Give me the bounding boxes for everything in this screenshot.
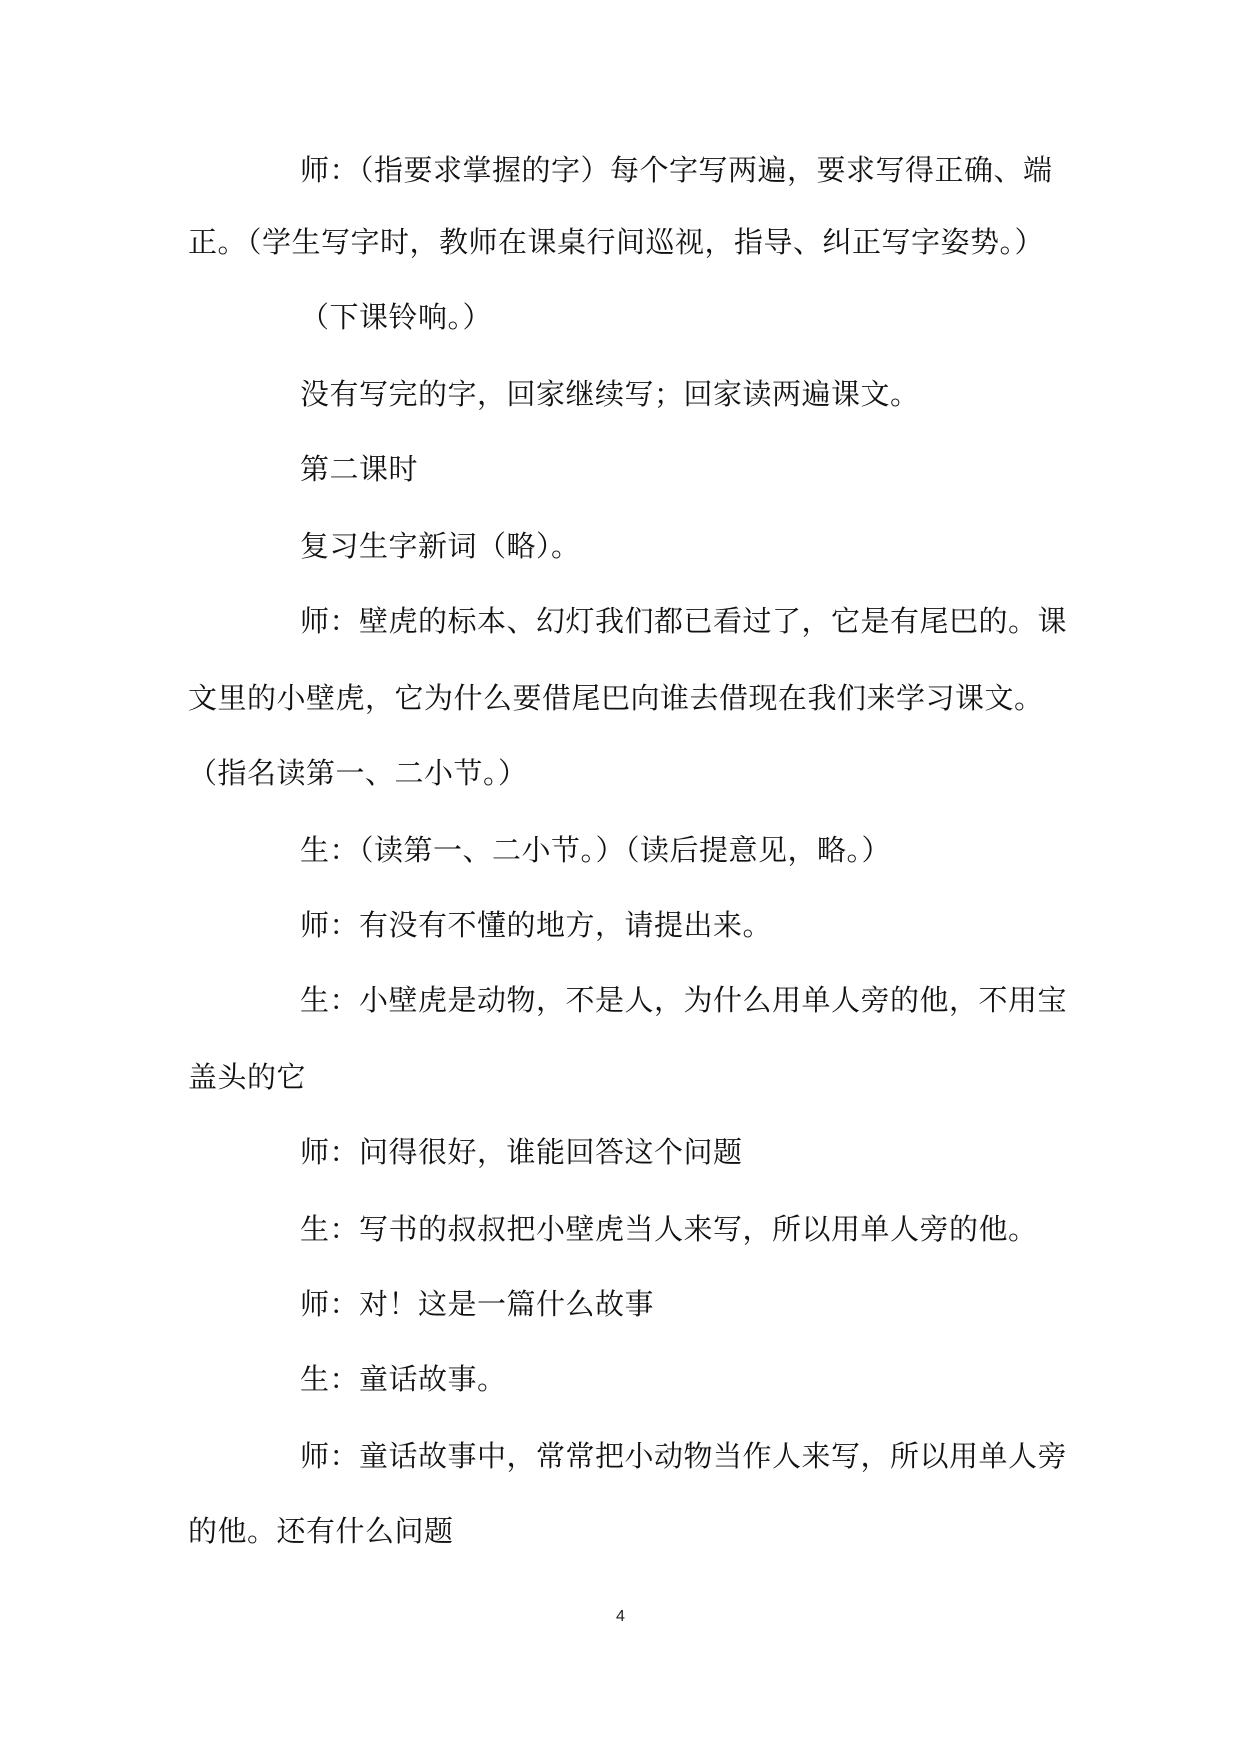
paragraph-line: 师：（指要求掌握的字）每个字写两遍，要求写得正确、端 bbox=[300, 153, 1053, 187]
paragraph-line: 没有写完的字，回家继续写；回家读两遍课文。 bbox=[300, 377, 920, 411]
paragraph-line: 生：（读第一、二小节。）（读后提意见，略。） bbox=[300, 833, 892, 867]
page-number: 4 bbox=[616, 1608, 625, 1625]
paragraph-line: 师：壁虎的标本、幻灯我们都已看过了，它是有尾巴的。课 bbox=[300, 604, 1068, 638]
paragraph-line: 师：童话故事中，常常把小动物当作人来写，所以用单人旁 bbox=[300, 1439, 1068, 1473]
paragraph-line: 生：小壁虎是动物，不是人，为什么用单人旁的他，不用宝 bbox=[300, 983, 1068, 1017]
section-heading: 第二课时 bbox=[300, 452, 419, 486]
paragraph-line: 文里的小壁虎，它为什么要借尾巴向谁去借现在我们来学习课文。 bbox=[188, 681, 1044, 715]
paragraph-line: （指名读第一、二小节。） bbox=[188, 756, 528, 790]
paragraph-line: 生：童话故事。 bbox=[300, 1362, 507, 1396]
paragraph-line: 复习生字新词（略）。 bbox=[300, 529, 581, 563]
paragraph-line: （下课铃响。） bbox=[300, 300, 493, 334]
paragraph-line: 的他。还有什么问题 bbox=[188, 1514, 454, 1548]
paragraph-line: 师：有没有不懂的地方，请提出来。 bbox=[300, 908, 773, 942]
paragraph-line: 盖头的它 bbox=[188, 1060, 307, 1094]
paragraph-line: 正。（学生写字时，教师在课桌行间巡视，指导、纠正写字姿势。） bbox=[188, 225, 1045, 259]
paragraph-line: 生：写书的叔叔把小壁虎当人来写，所以用单人旁的他。 bbox=[300, 1212, 1038, 1246]
paragraph-line: 师：问得很好，谁能回答这个问题 bbox=[300, 1135, 743, 1169]
paragraph-line: 师：对！这是一篇什么故事 bbox=[300, 1287, 655, 1321]
